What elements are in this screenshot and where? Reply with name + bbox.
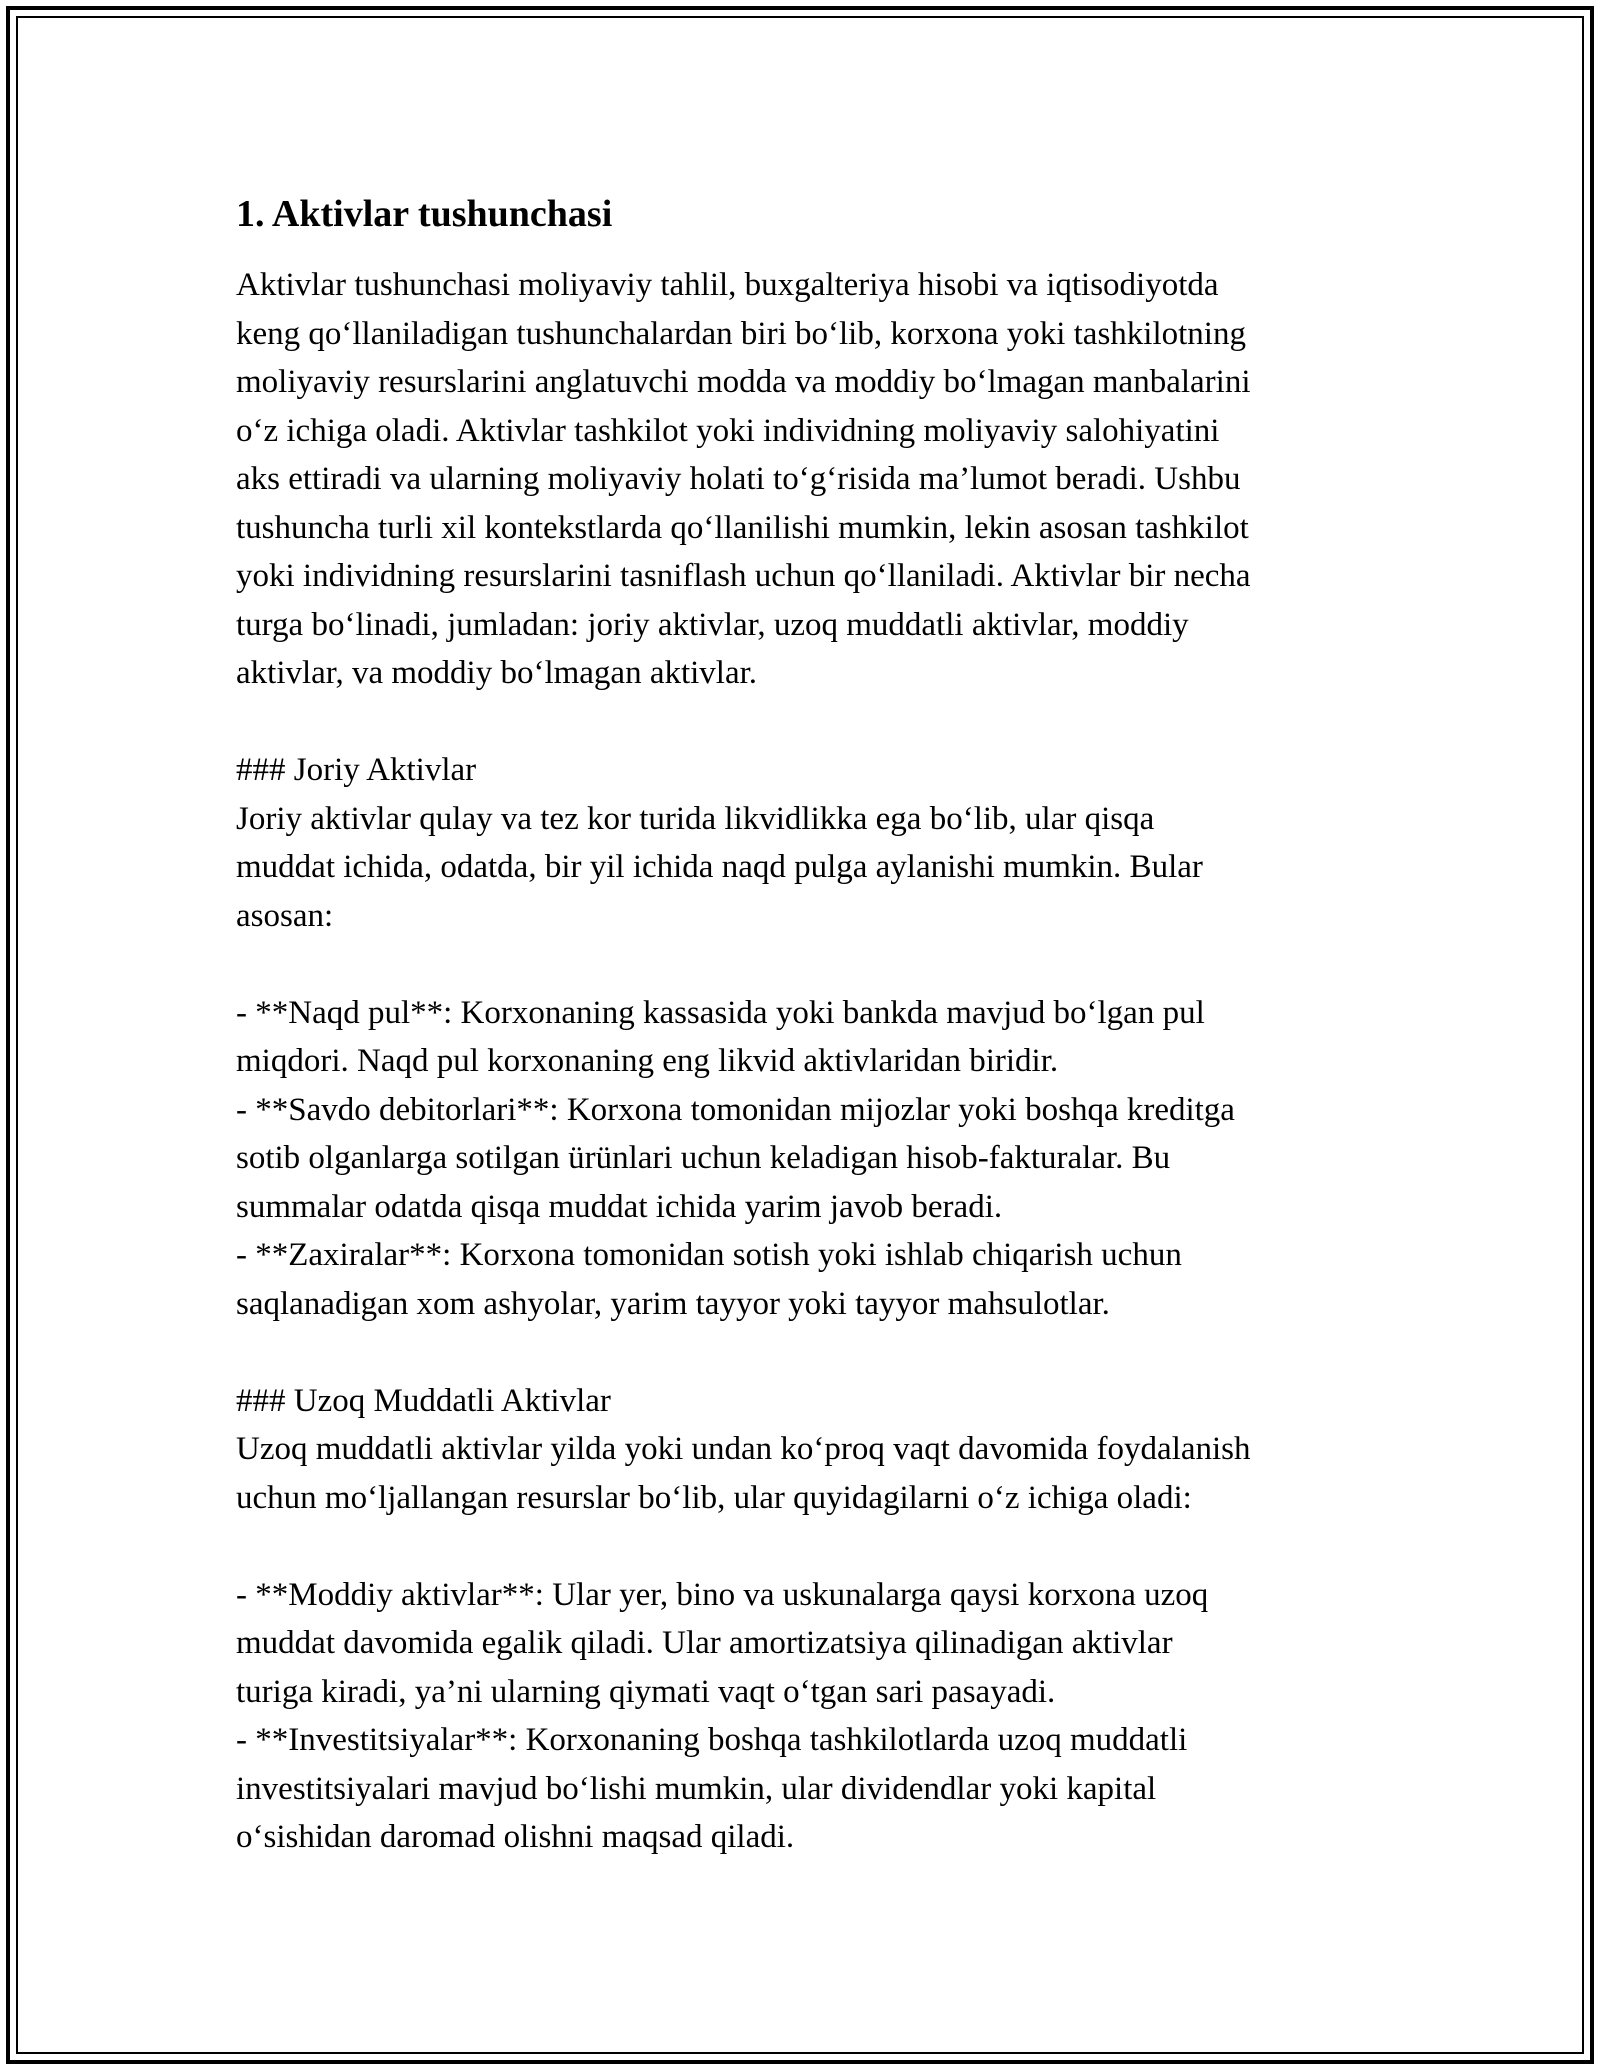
list-item-moddiy-aktivlar: - **Moddiy aktivlar**: Ular yer, bino va uskunalarga qaysi korxona uzoq (236, 1576, 1209, 1613)
list-item-naqd-pul: - **Naqd pul**: Korxonaning kassasida yoki bankda mavjud bo‘lgan pul (236, 994, 1205, 1031)
uzoq-muddatli-aktivlar-list (236, 1571, 1386, 1862)
intro-paragraph (236, 261, 1386, 698)
text-line: summalar odatda qisqa muddat ichida yarim javob beradi. (236, 1188, 1003, 1225)
text-line: investitsiyalari mavjud bo‘lishi mumkin, ular dividendlar yoki kapital (236, 1770, 1157, 1807)
text-line: saqlanadigan xom ashyolar, yarim tayyor yoki tayyor mahsulotlar. (236, 1285, 1110, 1322)
text-line: yoki individning resurslarini tasniflash uchun qo‘llaniladi. Aktivlar bir necha (236, 558, 1251, 594)
joriy-aktivlar-list (236, 989, 1386, 1329)
list-item-zaxiralar: - **Zaxiralar**: Korxona tomonidan sotish yoki ishlab chiqarish uchun (236, 1237, 1182, 1273)
list-item-savdo-debitorlari: - **Savdo debitorlari**: Korxona tomonidan mijozlar yoki boshqa kreditga (236, 1091, 1235, 1128)
text-line: Joriy aktivlar qulay va tez kor turida likvidlikka ega bo‘lib, ular qisqa (236, 800, 1155, 837)
text-line: o‘sishidan daromad olishni maqsad qiladi. (236, 1819, 795, 1855)
text-line: Aktivlar tushunchasi moliyaviy tahlil, buxgalteriya hisobi va iqtisodiyotda (236, 267, 1219, 303)
text-line: moliyaviy resurslarini anglatuvchi modda va moddiy bo‘lmagan manbalarini (236, 364, 1251, 400)
text-line: turiga kiradi, ya’ni ularning qiymati vaqt o‘tgan sari pasayadi. (236, 1673, 1056, 1710)
text-line: asosan: (236, 897, 334, 934)
text-line: sotib olganlarga sotilgan ürünlari uchun keladigan hisob-fakturalar. Bu (236, 1140, 1171, 1176)
joriy-aktivlar-section (236, 746, 1386, 940)
text-line: turga bo‘linadi, jumladan: joriy aktivlar, uzoq muddatli aktivlar, moddiy (236, 606, 1189, 643)
text-line: tushuncha turli xil kontekstlarda qo‘llanilishi mumkin, lekin asosan tashkilot (236, 509, 1249, 546)
text-line: o‘z ichiga oladi. Aktivlar tashkilot yoki individning moliyaviy salohiyatini (236, 412, 1220, 449)
text-line: muddat davomida egalik qiladi. Ular amortizatsiya qilinadigan aktivlar (236, 1625, 1173, 1661)
document-body (236, 183, 1386, 1862)
text-line: miqdori. Naqd pul korxonaning eng likvid aktivlaridan biridir. (236, 1043, 1059, 1079)
list-item-investitsiyalar: - **Investitsiyalar**: Korxonaning boshqa tashkilotlarda uzoq muddatli (236, 1722, 1188, 1758)
text-line: uchun mo‘ljallangan resurslar bo‘lib, ular quyidagilarni o‘z ichiga oladi: (236, 1479, 1192, 1516)
text-line: aktivlar, va moddiy bo‘lmagan aktivlar. (236, 655, 758, 691)
subheading-joriy-aktivlar: ### Joriy Aktivlar (236, 752, 477, 788)
uzoq-muddatli-aktivlar-section (236, 1377, 1386, 1523)
text-line: keng qo‘llaniladigan tushunchalardan biri bo‘lib, korxona yoki tashkilotning (236, 315, 1246, 352)
section-heading: 1. Aktivlar tushunchasi (236, 193, 613, 235)
text-line: muddat ichida, odatda, bir yil ichida naqd pulga aylanishi mumkin. Bular (236, 849, 1203, 885)
subheading-uzoq-muddatli-aktivlar: ### Uzoq Muddatli Aktivlar (236, 1382, 611, 1419)
text-line: Uzoq muddatli aktivlar yilda yoki undan ko‘proq vaqt davomida foydalanish (236, 1431, 1251, 1467)
text-line: aks ettiradi va ularning moliyaviy holati to‘g‘risida ma’lumot beradi. Ushbu (236, 461, 1241, 497)
